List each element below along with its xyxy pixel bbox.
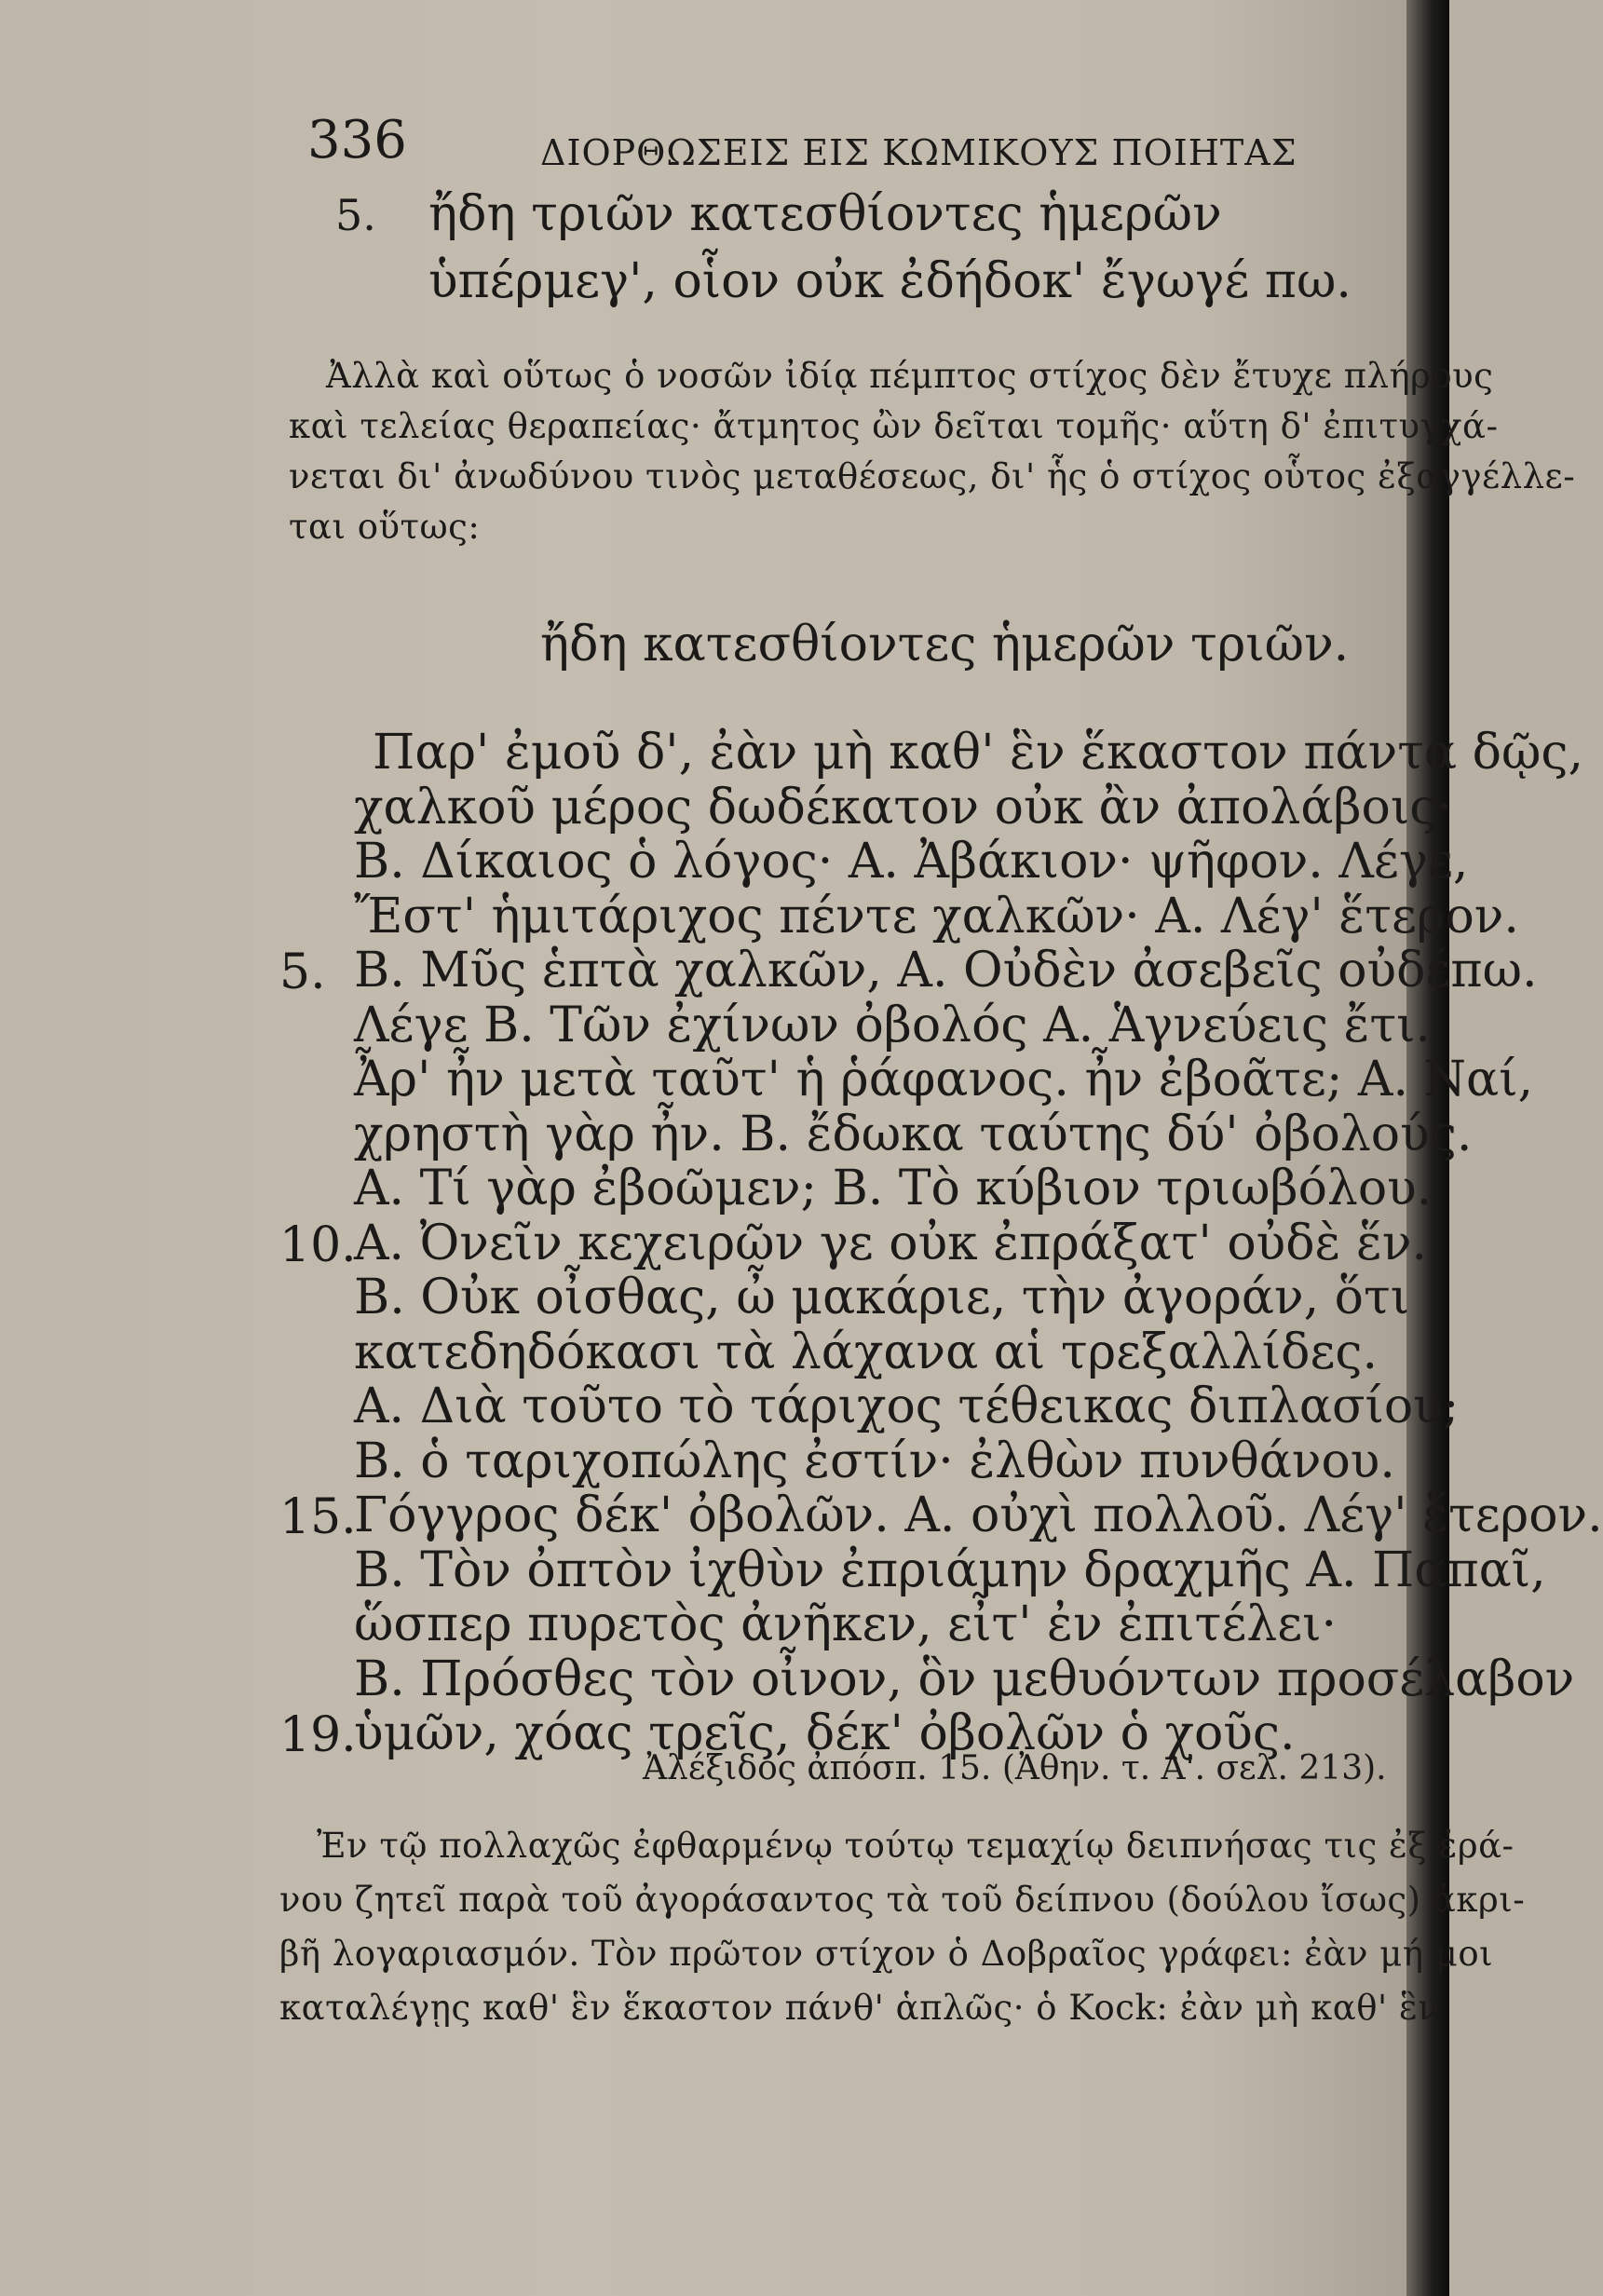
footnote-line: νου ζητεῖ παρὰ τοῦ ἀγοράσαντος τὰ τοῦ δείπνου (δούλου ἴσως) ἀκρι- (279, 1880, 1526, 1920)
fragment-line: Β. Μῦς ἑπτὰ χαλκῶν, Α. Οὐδὲν ἀσεβεῖς οὐδέπω. (354, 943, 1538, 999)
footnote-line: καταλέγῃς καθ' ἓν ἕκαστον πάνθ' ἁπλῶς· ὁ Kock: ἐὰν μὴ καθ' ἓν (279, 1988, 1440, 2028)
commentary-line: νεται δι' ἀνωδύνου τινὸς μεταθέσεως, δι' ἧς ὁ στίχος οὗτος ἐξαγγέλλε- (289, 456, 1576, 496)
fragment-line: Ἆρ' ἦν μετὰ ταῦτ' ἡ ῥάφανος. ἦν ἐβοᾶτε; Α. Ναί, (354, 1052, 1534, 1107)
commentary-line: Ἀλλὰ καὶ οὕτως ὁ νοσῶν ἰδίᾳ πέμπτος στίχος δὲν ἔτυχε πλήρους (326, 356, 1494, 396)
fragment-line: Β. Πρόσθες τὸν οἶνον, ὃν μεθυόντων προσέλαβον (354, 1651, 1575, 1707)
commentary-line: καὶ τελείας θεραπείας· ἄτμητος ὢν δεῖται τομῆς· αὕτη δ' ἐπιτυγχά- (289, 406, 1499, 446)
fragment-line-number: 15. (279, 1489, 357, 1545)
fragment-line: Α. Τί γὰρ ἐβοῶμεν; Β. Τὸ κύβιον τριωβόλου. (354, 1161, 1433, 1216)
fragment-line: ὑμῶν, χόας τρεῖς, δέκ' ὀβολῶν ὁ χοῦς. (354, 1705, 1296, 1761)
fragment-line: Β. Τὸν ὀπτὸν ἰχθὺν ἐπριάμην δραχμῆς Α. Παπαῖ, (354, 1542, 1546, 1598)
fragment-line-number: 19. (279, 1707, 357, 1763)
fragment-line: Γόγγρος δέκ' ὀβολῶν. Α. οὐχὶ πολλοῦ. Λέγ' ἕτερον. (354, 1488, 1603, 1543)
commentary-line: ται οὕτως: (289, 507, 481, 547)
fragment-line: Β. Οὐκ οἶσθας, ὦ μακάριε, τὴν ἀγοράν, ὅτι (354, 1270, 1410, 1325)
fragment-line: Α. Διὰ τοῦτο τὸ τάριχος τέθεικας διπλασίου; (354, 1379, 1460, 1434)
fragment-line: χαλκοῦ μέρος δωδέκατον οὐκ ἂν ἀπολάβοις· (354, 780, 1452, 836)
fragment-line: Α. Ὀνεῖν κεχειρῶν γε οὐκ ἐπράξατ' οὐδὲ ἕν. (354, 1216, 1428, 1271)
page-number: 336 (307, 110, 407, 170)
fragment-line: Λέγε Β. Τῶν ἐχίνων ὀβολός Α. Ἁγνεύεις ἔτι. (354, 998, 1432, 1053)
fragment-line: Β. Δίκαιος ὁ λόγος· Α. Ἀβάκιον· ψῆφον. Λέγε, (354, 834, 1469, 890)
verse-number: 5. (335, 190, 376, 240)
fragment-line: Ἔστ' ἡμιτάριχος πέντε χαλκῶν· Α. Λέγ' ἕτερον. (354, 889, 1519, 944)
footnote-line: βῆ λογαριασμόν. Τὸν πρῶτον στίχον ὁ Δοβραῖος γράφει: ἐὰν μή μοι (279, 1934, 1494, 1974)
fragment-line: Β. ὁ ταριχοπώλης ἐστίν· ἐλθὼν πυνθάνου. (354, 1433, 1395, 1489)
fragment-line: κατεδηδόκασι τὰ λάχανα αἱ τρεξαλλίδες. (354, 1325, 1379, 1380)
fragment-line-number: 10. (279, 1217, 357, 1273)
citation: Ἀλέξιδος ἀπόσπ. 15. (Ἀθην. τ. Α'. σελ. 213). (643, 1749, 1387, 1787)
fragment-line-number: 5. (279, 944, 326, 1000)
fragment-line: Παρ' ἐμοῦ δ', ἐὰν μὴ καθ' ἓν ἕκαστον πάντα δῷς, (373, 725, 1583, 781)
footnote-line: Ἐν τῷ πολλαχῶς ἐφθαρμένῳ τούτῳ τεμαχίῳ δειπνήσας τις ἐξ ἐρά- (317, 1826, 1515, 1866)
corrected-verse: ἤδη κατεσθίοντες ἡμερῶν τριῶν. (540, 617, 1350, 672)
fragment-line: χρηστὴ γὰρ ἦν. Β. ἔδωκα ταύτης δύ' ὀβολούς. (354, 1107, 1473, 1162)
verse-line: ὑπέρμεγ', οἷον οὐκ ἐδήδοκ' ἔγωγέ πω. (428, 253, 1352, 309)
fragment-line: ὥσπερ πυρετὸς ἀνῆκεν, εἶτ' ἐν ἐπιτέλει· (354, 1596, 1338, 1652)
running-title: ΔΙΟΡΘΩΣΕΙΣ ΕΙΣ ΚΩΜΙΚΟΥΣ ΠΟΙΗΤΑΣ (540, 132, 1297, 173)
verse-line: ἤδη τριῶν κατεσθίοντες ἡμερῶν (428, 186, 1222, 242)
